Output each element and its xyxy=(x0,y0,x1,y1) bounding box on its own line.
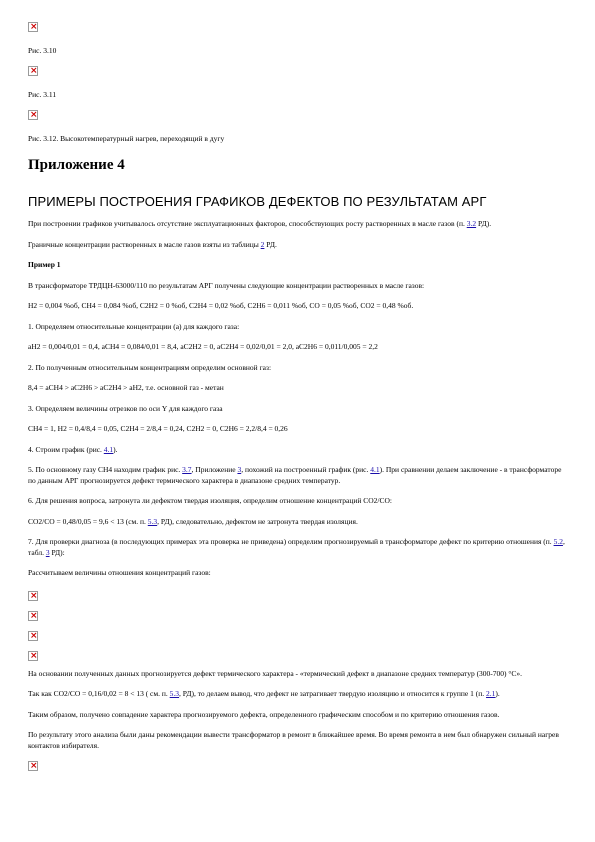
broken-image-icon: × xyxy=(30,590,38,601)
paragraph: 7. Для проверки диагноза (в последующих примерах эта проверка не приведена) определим прогнозируемый в трансформаторе дефект по критерию отношения (п. 5.2, табл. 3 РД): xyxy=(28,537,565,557)
paragraph: На основании полученных данных прогнозируется дефект термического характера - «термический дефект в диапазоне средних температур (300-700) °С». xyxy=(28,668,523,678)
paragraph: 8,4 = аСН4 > аС2Н6 > аС2Н4 > аН2, т.е. основной газ - метан xyxy=(28,383,224,392)
broken-image-icon: × xyxy=(30,650,38,661)
paragraph: Граничные концентрации растворенных в масле газов взяты из таблицы 2 РД. xyxy=(28,239,277,249)
broken-image-icon: × xyxy=(30,66,38,76)
paragraph: СН4 = 1, Н2 = 0,4/8,4 = 0,05, С2Н4 = 2/8,4 = 0,24, С2Н2 = 0, С2Н6 = 2,2/8,4 = 0,26 xyxy=(28,424,288,433)
figure-caption-3-10: Рис. 3.10 xyxy=(28,46,57,55)
paragraph: 5. По основному газу СН4 находим график рис. 3.7, Приложение 3, похожий на построенный график (рис. 4.1). При сравнении делаем заключение - в трансформаторе по данным АРГ прогнозируется дефект термического характера в диапазоне средних температур. xyxy=(28,465,562,485)
paragraph: Н2 = 0,004 %об, СН4 = 0,084 %об, С2Н2 = 0 %об, С2Н4 = 0,02 %об, С2Н6 = 0,011 %об, СО = 0,05 %об, СО2 = 0,48 %об. xyxy=(28,301,414,310)
paragraph: 3. Определяем величины отрезков по оси Y для каждого газа xyxy=(28,403,223,413)
reference-link[interactable]: 3 xyxy=(45,547,50,557)
paragraph: 1. Определяем относительные концентрации (а) для каждого газа: xyxy=(28,321,240,331)
reference-link[interactable]: 2.1 xyxy=(486,689,496,698)
paragraph: В трансформаторе ТРДЦН-63000/110 по результатам АРГ получены следующие концентрации растворенных в масле газов: xyxy=(28,280,425,290)
appendix-heading: Приложение 4 xyxy=(28,157,125,173)
paragraph: Таким образом, получено совпадение характера прогнозируемого дефекта, определенного графическим способом и по критерию отношения газов. xyxy=(28,709,500,719)
main-heading: ПРИМЕРЫ ПОСТРОЕНИЯ ГРАФИКОВ ДЕФЕКТОВ ПО РЕЗУЛЬТАТАМ АРГ xyxy=(28,194,487,209)
reference-link[interactable]: 4.1 xyxy=(103,444,114,454)
example-label: Пример 1 xyxy=(28,260,61,269)
figure-caption-3-12: Рис. 3.12. Высокотемпературный нагрев, переходящий в дугу xyxy=(28,134,225,143)
reference-link[interactable]: 5.3 xyxy=(147,516,158,526)
broken-image-icon: × xyxy=(30,110,38,120)
reference-link[interactable]: 3.2 xyxy=(466,219,477,228)
paragraph: Рассчитываем величины отношения концентраций газов: xyxy=(28,568,211,577)
paragraph: По результату этого анализа были даны рекомендации вывести трансформатор в ремонт в ближайшее время. Во время ремонта в нем был обнаружен сильный нагрев контактов избирателя. xyxy=(28,730,559,750)
reference-link[interactable]: 4.1 xyxy=(370,465,380,474)
reference-link[interactable]: 5.2 xyxy=(553,537,563,546)
broken-image-icon: × xyxy=(30,22,38,32)
reference-link[interactable]: 3 xyxy=(237,465,242,474)
paragraph: 2. По полученным относительным концентрациям определим основной газ: xyxy=(28,362,272,372)
reference-link[interactable]: 5.3 xyxy=(169,689,180,698)
broken-image-icon: × xyxy=(30,630,38,641)
reference-link[interactable]: 2 xyxy=(260,239,265,249)
paragraph: СО2/СО = 0,48/0,05 = 9,6 < 13 (см. п. 5.3, РД), следовательно, дефектом не затронута твердая изоляция. xyxy=(28,516,358,526)
reference-link[interactable]: 3.7 xyxy=(182,465,192,474)
broken-image-icon: × xyxy=(30,610,38,621)
paragraph: аН2 = 0,004/0,01 = 0,4, аСН4 = 0,084/0,01 = 8,4, аС2Н2 = 0, аС2Н4 = 0,02/0,01 = 2,0, аС2Н6 = 0,011/0,005 = 2,2 xyxy=(28,342,378,351)
document-page xyxy=(28,18,568,785)
paragraph: 4. Строим график (рис. 4.1). xyxy=(28,444,118,454)
paragraph: При построении графиков учитывалось отсутствие эксплуатационных факторов, способствующих росту растворенных в масле газов (п. 3.2 РД). xyxy=(28,219,492,228)
paragraph: 6. Для решения вопроса, затронута ли дефектом твердая изоляция, определим отношение концентраций СО2/СО: xyxy=(28,496,392,505)
paragraph: Так как СО2/СО = 0,16/0,02 = 8 < 13 ( см. п. 5.3, РД), то делаем вывод, что дефект не затрагивает твердую изоляцию и относится к группе 1 (п. 2.1). xyxy=(28,689,500,698)
figure-caption-3-11: Рис. 3.11 xyxy=(28,90,57,99)
broken-image-icon: × xyxy=(30,761,38,771)
